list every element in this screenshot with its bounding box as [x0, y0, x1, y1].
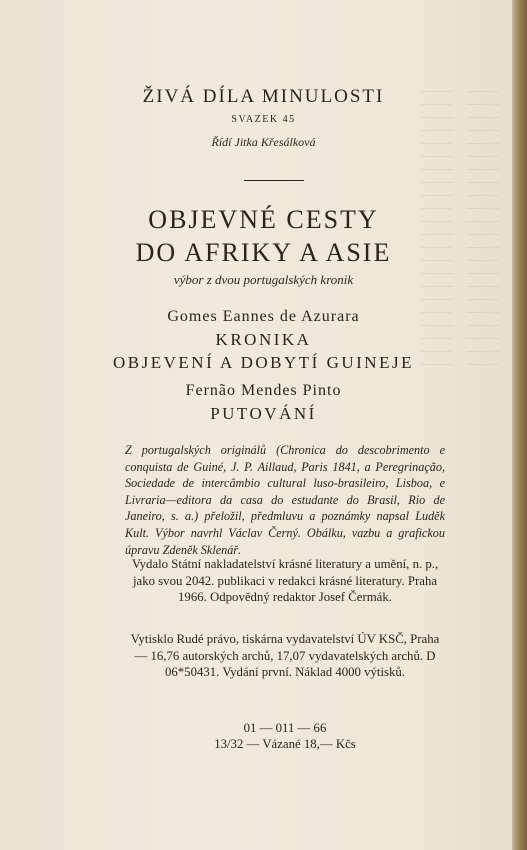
volume-number: SVAZEK 45	[231, 114, 296, 125]
divider-rule	[244, 180, 304, 181]
book-subtitle: výbor z dvou portugalských kronik	[173, 272, 354, 287]
work-1-title-line-1: KRONIKA	[215, 330, 312, 349]
work-1-author: Gomes Eannes de Azurara	[167, 308, 360, 325]
price-line: 13/32 — Vázané 18,— Kčs	[214, 737, 356, 751]
publisher-note: Vydalo Státní nakladatelství krásné literatury a umění, n. p., jako svou 2042. publikaci v redakci krásné literatury. Praha 1966. Odpovědný redaktor Josef Čermák.	[131, 557, 439, 605]
work-2-title: PUTOVÁNÍ	[210, 404, 317, 423]
series-editor: Řídí Jitka Křesálková	[211, 135, 316, 149]
work-1-title-line-2: OBJEVENÍ A DOBYTÍ GUINEJE	[113, 353, 414, 372]
catalog-code: 01 — 011 — 66	[243, 721, 327, 735]
work-2-author: Fernão Mendes Pinto	[185, 382, 342, 399]
book-title-line-1: OBJEVNÉ CESTY	[148, 205, 379, 234]
series-title: ŽIVÁ DÍLA MINULOSTI	[142, 86, 385, 107]
page-edge	[512, 0, 527, 850]
edition-codes	[125, 720, 445, 752]
bleed-through-text: ——— ——— ——— ——— ——— ——— ——— ——— ——— ——— ——— ——— ——— ——— ——— ——— ——— ——— ——— ——— ——— ——— ——— ——— ——— ——— ——— ——— ——— ——— ——— ——— ——— ——— ——— ——— ——— ——— ——— ——— ——— ——— ——— ———	[420, 85, 500, 370]
printer-note: Vytisklo Rudé právo, tiskárna vydavatelství ÚV KSČ, Praha — 16,76 autorských archů, 17,07 vydavatelských archů. D 06*50431. Vydání první. Náklad 4000 výtisků.	[130, 632, 440, 680]
translation-note: Z portugalských originálů (Chronica do descobrimento e conquista de Guiné, J. P. Aillaud, Paris 1841, a Peregrinação, Sociedade de intercâmbio cultural luso-brasileiro, Lisboa, e Livraria—editora da casa do estudante do Brasil, Rio de Janeiro, s. a.) přeložil, předmluvu a poznámky napsal Luděk Kult. Výbor navrhl Václav Černý. Obálku, vazbu a grafickou úpravu Zdeněk Sklenář.	[125, 443, 445, 557]
book-title-line-2: DO AFRIKY A ASIE	[135, 238, 392, 267]
